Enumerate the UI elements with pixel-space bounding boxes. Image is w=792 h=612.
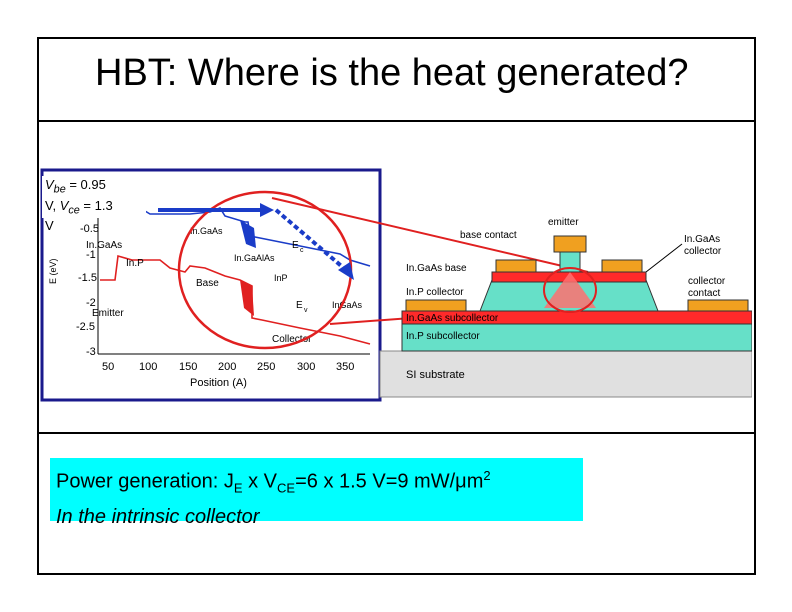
power-line-2: In the intrinsic collector <box>56 505 260 528</box>
label-base: Base <box>196 278 219 289</box>
label-ev-sub: v <box>304 307 308 314</box>
y-tick: -1 <box>86 249 96 261</box>
collector-contact-left <box>406 300 466 311</box>
device-cross-section <box>380 217 752 397</box>
x-tick: 350 <box>336 361 355 373</box>
label-emitter: emitter <box>548 217 579 228</box>
x-tick: 250 <box>257 361 276 373</box>
x-tick: 100 <box>139 361 158 373</box>
x-tick: 50 <box>102 361 115 373</box>
x-tick: 200 <box>218 361 237 373</box>
label-inp-subcollector: In.P subcollector <box>406 331 480 342</box>
label-collector-contact-2: contact <box>688 288 721 299</box>
vce-symbol: V <box>59 197 69 213</box>
label-ev: E <box>296 300 303 311</box>
je-subscript: E <box>233 480 243 496</box>
vbe-symbol: V <box>45 177 54 192</box>
y-tick: -2.5 <box>76 321 95 333</box>
label-inp-collector: In.P collector <box>406 287 464 298</box>
label-collector: Collector <box>272 334 312 345</box>
label-ingaas-top: In.GaAs <box>190 226 223 236</box>
y-axis-label: E (eV) <box>48 258 58 284</box>
label-ingaalas: In.GaAlAs <box>234 253 275 263</box>
power-mid: x V <box>242 470 278 493</box>
base-contact-left <box>496 260 536 272</box>
power-value: =6 x 1.5 V=9 mW/ <box>295 470 456 493</box>
vce-subscript: CE <box>277 480 296 496</box>
power-prefix: Power generation: J <box>56 470 234 493</box>
label-inp-left: In.P <box>126 258 144 269</box>
vce-subscript: ce <box>68 204 80 217</box>
unit-superscript: 2 <box>483 468 491 483</box>
vbe-value: = 0.95 <box>65 177 106 192</box>
label-ingaas-collector-1: In.GaAs <box>684 234 721 245</box>
vbe-unit: V, <box>45 197 60 213</box>
label-ingaas-base: In.GaAs base <box>406 263 467 274</box>
x-tick: 300 <box>297 361 316 373</box>
vce-unit: V <box>45 218 54 234</box>
label-inp-mid: InP <box>274 273 288 283</box>
label-ec: E <box>292 240 299 251</box>
mu-symbol: μ <box>455 470 467 493</box>
vbe-subscript: be <box>53 183 66 196</box>
y-tick: -3 <box>86 346 96 358</box>
label-ingaas-subcollector: In.GaAs subcollector <box>406 313 499 324</box>
x-tick: 150 <box>179 361 198 373</box>
slide-title: HBT: Where is the heat generated? <box>95 52 689 94</box>
vce-value: = 1.3 <box>79 197 113 213</box>
power-line-1 <box>56 462 577 503</box>
label-emitter: Emitter <box>92 308 124 319</box>
power-callout <box>50 458 583 528</box>
label-base-contact: base contact <box>460 230 517 241</box>
label-collector-contact-1: collector <box>688 276 726 287</box>
label-ec-sub: c <box>300 247 304 254</box>
y-tick: -1.5 <box>78 272 97 284</box>
hbt-figure <box>40 168 752 404</box>
label-ingaas-right: InGaAs <box>332 300 363 310</box>
label-ingaas-left: In.GaAs <box>86 240 123 251</box>
y-tick: -2 <box>86 297 96 309</box>
emitter-contact <box>554 236 586 252</box>
collector-pointer <box>646 244 682 272</box>
label-si-substrate: SI substrate <box>406 369 465 381</box>
power-unit: m <box>466 470 484 493</box>
x-axis-label: Position (A) <box>190 377 247 389</box>
y-tick: -0.5 <box>80 223 99 235</box>
base-contact-right <box>602 260 642 272</box>
label-ingaas-collector-2: collector <box>684 246 722 257</box>
collector-contact-right <box>688 300 748 311</box>
